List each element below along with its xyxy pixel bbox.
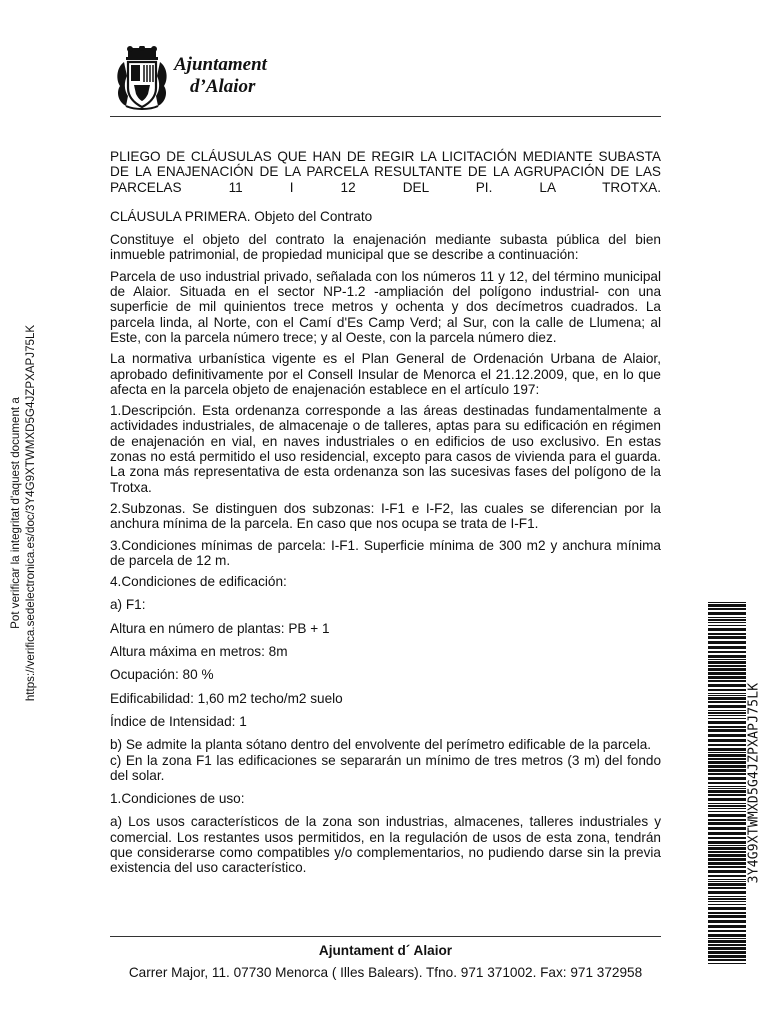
- barcode-bar: [708, 955, 746, 958]
- barcode-bar: [708, 790, 746, 793]
- barcode-bar: [708, 734, 746, 737]
- barcode-bar: [708, 808, 746, 809]
- footer-address: Carrer Major, 11. 07730 Menorca ( Illes Balears). Tfno. 971 371002. Fax: 971 372958: [128, 965, 643, 980]
- barcode-bar: [708, 721, 746, 724]
- barcode-caption: [744, 602, 764, 964]
- paragraph: Altura máxima en metros: 8m: [110, 644, 288, 660]
- barcode-bar: [708, 938, 746, 939]
- barcode-bar: [708, 758, 746, 760]
- barcode-bar: [708, 847, 746, 850]
- barcode-bar: [708, 765, 746, 768]
- paragraph: Parcela de uso industrial privado, señalada con los números 11 y 12, del término municipal de Alaior. Situada en el sector NP-1.2 -ampliación del polígono industrial- con una superficie de mil quinientos trece metros y ochenta y dos decímetros cuadrados. La parcela linda, al Norte, con el Camí d'Es Camp Verd; al Sur, con la calle de Llumena; al Este, con la parcela número trece; y al Oeste, con la parcela número diez.: [110, 268, 661, 345]
- barcode-bar: [708, 896, 746, 897]
- barcode-bar: [708, 786, 746, 787]
- paragraph: a) Los usos característicos de la zona son industrias, almacenes, talleres industriales y comercial. Los restantes usos permitidos, en la regulación de usos de esta zona, tendrán que considerarse como compatibles y/o complementarios, no pudiendo darse sin la previa existencia del uso característico.: [110, 814, 661, 876]
- barcode-bar: [708, 832, 746, 835]
- barcode-bar: [708, 761, 746, 764]
- barcode-bar: [708, 718, 746, 719]
- barcode-bar: [708, 930, 746, 932]
- paragraph: c) En la zona F1 las edificaciones se separarán un mínimo de tres metros (3 m) del fondo del solar.: [110, 752, 661, 783]
- barcode-bar: [708, 794, 746, 796]
- barcode-bar: [708, 891, 746, 894]
- barcode-bar: [708, 920, 746, 923]
- paragraph: La normativa urbanística vigente es el Plan General de Ordenación Urbana de Alaior, aprobado definitivamente por el Consell Insular de Menorca el 21.12.2009, que, en lo que afecta en la parcela objeto de enajenación establece en el artículo 197:: [110, 351, 661, 397]
- barcode-bar: [708, 612, 746, 615]
- barcode-bar: [708, 788, 746, 789]
- logo-wordmark: [174, 54, 267, 98]
- barcode-bar: [708, 947, 746, 950]
- barcode-bar: [708, 898, 746, 900]
- document-title: PLIEGO DE CLÁUSULAS QUE HAN DE REGIR LA LICITACIÓN MEDIANTE SUBASTA DE LA ENAJENACIÓN DE LA PARCELA RESULTANTE DE LA AGRUPACIÓN DE LAS PARCELAS 11 I 12 DEL PI. LA TROTXA.: [110, 149, 661, 195]
- barcode-bar: [708, 870, 746, 873]
- paragraph: b) Se admite la planta sótano dentro del envolvente del perímetro edificable de la parcela.: [110, 737, 652, 753]
- barcode-bar: [708, 661, 746, 664]
- barcode: [708, 602, 746, 964]
- barcode-bar: [708, 883, 746, 886]
- barcode-bar: [708, 651, 746, 653]
- barcode-bar: [708, 633, 746, 635]
- barcode-bar: [708, 845, 746, 846]
- barcode-bar: [708, 777, 746, 780]
- barcode-bar: [708, 827, 746, 830]
- barcode-bar: [708, 934, 746, 937]
- verification-note: [6, 318, 40, 708]
- paragraph: Constituye el objeto del contrato la enajenación mediante subasta pública del bien inmueble patrimonial, de propiedad municipal que se describe a continuación:: [110, 232, 661, 263]
- barcode-bar: [708, 646, 746, 649]
- barcode-bar: [708, 739, 746, 742]
- barcode-bar: [708, 814, 746, 817]
- barcode-bar: [708, 701, 746, 703]
- barcode-bar: [708, 744, 746, 746]
- barcode-bar: [708, 602, 746, 603]
- clause-heading: CLÁUSULA PRIMERA. Objeto del Contrato: [110, 208, 373, 224]
- barcode-bar: [708, 805, 746, 807]
- barcode-bar: [708, 622, 746, 623]
- barcode-bar: [708, 659, 746, 660]
- barcode-bar: [708, 915, 746, 918]
- paragraph: 1.Condiciones de uso:: [110, 791, 245, 807]
- paragraph: 4.Condiciones de edificación:: [110, 574, 287, 590]
- paragraph: 2.Subzonas. Se distinguen dos subzonas: I-F1 e I-F2, las cuales se diferencian por la anchura mínima de la parcela. En caso que nos ocupa se trata de I-F1.: [110, 500, 661, 532]
- barcode-bar: [708, 636, 746, 639]
- barcode-bar: [708, 729, 746, 732]
- barcode-bar: [708, 811, 746, 812]
- barcode-bar: [708, 901, 746, 902]
- barcode-bar: [708, 879, 746, 880]
- barcode-bar: [708, 875, 746, 877]
- barcode-code: 3Y4G9XTWMXD5G4JZPXAPJ75LK: [746, 682, 762, 884]
- barcode-bar: [708, 608, 746, 610]
- paragraph: a) F1:: [110, 597, 146, 613]
- footer-organization: Ajuntament d´ Alaior: [318, 943, 453, 958]
- barcode-bar: [708, 695, 746, 696]
- barcode-bar: [708, 754, 746, 757]
- barcode-bar: [708, 940, 746, 943]
- barcode-bar: [708, 752, 746, 753]
- barcode-bar: [708, 819, 746, 821]
- barcode-bar: [708, 887, 746, 889]
- barcode-bar: [708, 769, 746, 772]
- paragraph: Edificabilidad: 1,60 m2 techo/m2 suelo: [110, 690, 343, 706]
- barcode-bar: [708, 710, 746, 711]
- barcode-bar: [708, 628, 746, 631]
- barcode-bar: [708, 705, 746, 708]
- barcode-bar: [708, 822, 746, 825]
- barcode-bar: [708, 665, 746, 667]
- paragraph: Ocupación: 80 %: [110, 667, 214, 683]
- barcode-bar: [708, 689, 746, 691]
- barcode-bar: [708, 862, 746, 865]
- logo-line-2: d’Alaior: [190, 76, 256, 97]
- barcode-bar: [708, 841, 746, 844]
- barcode-bar: [708, 693, 746, 694]
- barcode-bar: [708, 854, 746, 857]
- municipal-logo: [114, 46, 284, 112]
- barcode-bar: [708, 604, 746, 607]
- barcode-bar: [708, 951, 746, 954]
- barcode-bar: [708, 803, 746, 804]
- barcode-bar: [708, 680, 746, 682]
- barcode-bar: [708, 668, 746, 671]
- barcode-bar: [708, 798, 746, 801]
- barcode-bar: [708, 837, 746, 839]
- barcode-bar: [708, 782, 746, 784]
- barcode-bar: [708, 959, 746, 961]
- paragraph: 1.Descripción. Esta ordenanza corresponde a las áreas destinadas fundamentalmente a actividades industriales, de almacenaje o de talleres, aptas para su edificación en régimen de enajenación en vial, en naves industriales o en edificios de uso exclusivo. En estas zonas no está permitido el uso residencial, excepto para casos de vivienda para el guarda. La zona más representativa de esta ordenanza son las sucesivas fases del polígono de la Trotxa.: [110, 403, 661, 495]
- barcode-bar: [708, 851, 746, 853]
- barcode-bar: [708, 925, 746, 928]
- verification-url: https://verifica.sedelectronica.es/doc/3Y4G9XTWMXD5G4JZPXAPJ75LK: [24, 324, 37, 702]
- barcode-bar: [708, 866, 746, 868]
- paragraph: Altura en número de plantas: PB + 1: [110, 620, 330, 636]
- barcode-bar: [708, 617, 746, 618]
- barcode-bar: [708, 676, 746, 679]
- document-body: [110, 149, 661, 882]
- paragraph: 3.Condiciones mínimas de parcela: I-F1. Superficie mínima de 300 m2 y anchura mínima de parcela de 12 m.: [110, 537, 661, 568]
- barcode-bar: [708, 672, 746, 675]
- logo-line-1: Ajuntament: [174, 54, 267, 75]
- barcode-bar: [708, 944, 746, 946]
- verification-line-1: Pot verificar la integritat d'aquest document a: [9, 397, 22, 629]
- barcode-bar: [708, 881, 746, 882]
- footer-divider: [110, 936, 661, 937]
- barcode-bar: [708, 625, 746, 626]
- barcode-bar: [708, 907, 746, 910]
- barcode-bar: [708, 684, 746, 687]
- barcode-bar: [708, 858, 746, 861]
- barcode-bar: [708, 904, 746, 905]
- barcode-bar: [708, 773, 746, 775]
- barcode-bar: [708, 963, 746, 964]
- barcode-bar: [708, 655, 746, 658]
- barcode-bar: [708, 697, 746, 700]
- barcode-bar: [708, 641, 746, 644]
- barcode-bar: [708, 912, 746, 914]
- barcode-bar: [708, 715, 746, 716]
- barcode-bar: [708, 619, 746, 621]
- coat-of-arms-icon: [114, 46, 170, 112]
- barcode-bar: [708, 726, 746, 728]
- header-divider: [110, 116, 661, 117]
- paragraph: Índice de Intensidad: 1: [110, 713, 247, 729]
- barcode-bar: [708, 712, 746, 714]
- barcode-bar: [708, 748, 746, 751]
